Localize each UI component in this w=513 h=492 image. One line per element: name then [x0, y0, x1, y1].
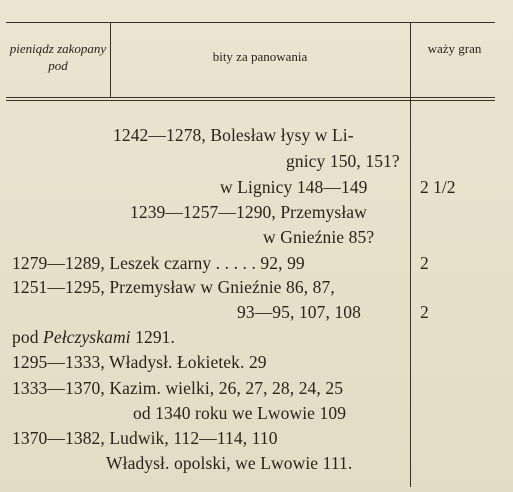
entry-line: 93—95, 107, 108	[237, 302, 361, 322]
header-struck-during-reign: bity za panowania	[212, 49, 308, 64]
entry-line: 1333—1370, Kazim. wielki, 26, 27, 28, 24, 25	[12, 378, 344, 398]
entry-line: Władysł. opolski, we Lwowie 111.	[106, 453, 353, 473]
header-buried-under: pieniądz zakopany pod	[9, 41, 107, 73]
entry-line: w Gnieźnie 85?	[263, 227, 375, 247]
entry-line: 1251—1295, Przemysław w Gnieźnie 86, 87,	[12, 277, 335, 297]
entry-line: 1239—1257—1290, Przemysław	[130, 202, 367, 222]
entry-line: od 1340 roku we Lwowie 109	[133, 403, 347, 423]
entry-line: 1370—1382, Ludwik, 112—114, 110	[12, 428, 278, 448]
place-name: Pełczyskami	[43, 327, 131, 347]
weight-value: 2 1/2	[420, 177, 456, 197]
entry-line: gnicy 150, 151?	[286, 151, 400, 171]
header-bottom-rule	[6, 97, 495, 98]
entry-line: w Lignicy 148—149	[220, 177, 368, 197]
weight-value: 2	[420, 253, 429, 273]
entry-line: 1242—1278, Bolesław łysy w Li-	[113, 125, 354, 145]
weight-value: 2	[420, 302, 429, 322]
entry-line: 1295—1333, Władysł. Łokietek. 29	[12, 352, 267, 372]
header-bottom-rule-second	[6, 100, 495, 101]
text-segment: pod	[12, 327, 39, 347]
text-segment: 1291.	[135, 327, 175, 347]
header-weighs-grains: waży gran	[427, 41, 482, 56]
table-top-rule	[6, 22, 495, 23]
entry-line-pelczyska	[12, 326, 175, 348]
entry-line: 1279—1289, Leszek czarny . . . . . 92, 99	[12, 253, 305, 273]
column-divider-2	[410, 23, 411, 487]
